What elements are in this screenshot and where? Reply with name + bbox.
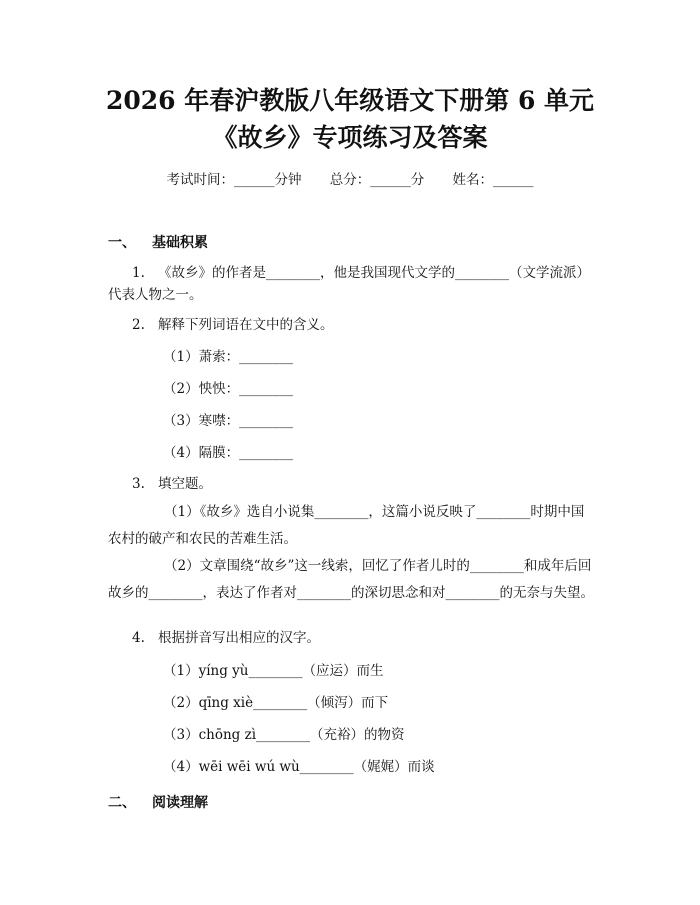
- exam-time: 考试时间：______分钟: [166, 172, 302, 188]
- sub-item: （4）隔膜：________: [163, 445, 294, 461]
- sub-item: （1）萧索：________: [163, 349, 294, 365]
- question-index: 2.: [132, 317, 145, 333]
- sub-item: （1）yíng yù________（应运）而生: [163, 663, 384, 679]
- question-1: [108, 262, 596, 306]
- question-text: 解释下列词语在文中的含义。: [158, 317, 334, 333]
- section-label: 基础积累: [152, 235, 208, 251]
- question-3: [108, 473, 596, 495]
- section-number: 一、: [108, 235, 136, 251]
- sub-item: （3）chōng zì________（充裕）的物资: [163, 727, 405, 743]
- question-text: 《故乡》的作者是________，他是我国现代文学的________（文学流派）: [158, 265, 590, 281]
- exam-info: [0, 168, 700, 188]
- question-text-cont: 代表人物之一。: [108, 287, 203, 303]
- section-heading-2: [108, 792, 208, 812]
- question-index: 1.: [132, 265, 145, 281]
- question-2: [108, 314, 596, 336]
- question-index: 3.: [132, 476, 145, 492]
- question-4: [108, 627, 596, 649]
- question-text: 填空题。: [158, 476, 212, 492]
- fill-paragraph-1: （1）《故乡》选自小说集________，这篇小说反映了________时期中国农村的破产和农民的苦难生活。: [108, 504, 585, 547]
- exam-score: 总分：______分: [329, 172, 425, 188]
- sub-item: （2）qīng xiè________（倾泻）而下: [163, 695, 389, 711]
- sub-item: （3）寒噤：________: [163, 413, 294, 429]
- exam-name: 姓名：______: [452, 172, 534, 188]
- fill-paragraph-2: （2）文章围绕“故乡”这一线索，回忆了作者儿时的________和成年后回故乡的________，表达了作者对________的深切思念和对________的无奈与失望。: [108, 558, 594, 601]
- title-line-1: 2026 年春沪教版八年级语文下册第 6 单元: [105, 86, 595, 115]
- question-index: 4.: [132, 630, 145, 646]
- section-heading-1: [108, 232, 208, 252]
- sub-item: （4）wēi wēi wú wù________（娓娓）而谈: [163, 759, 435, 775]
- sub-item: （2）怏怏：________: [163, 381, 294, 397]
- question-text: 根据拼音写出相应的汉字。: [158, 630, 320, 646]
- title-line-2: 《故乡》专项练习及答案: [212, 123, 488, 152]
- section-label: 阅读理解: [152, 795, 208, 811]
- section-number: 二、: [108, 795, 136, 811]
